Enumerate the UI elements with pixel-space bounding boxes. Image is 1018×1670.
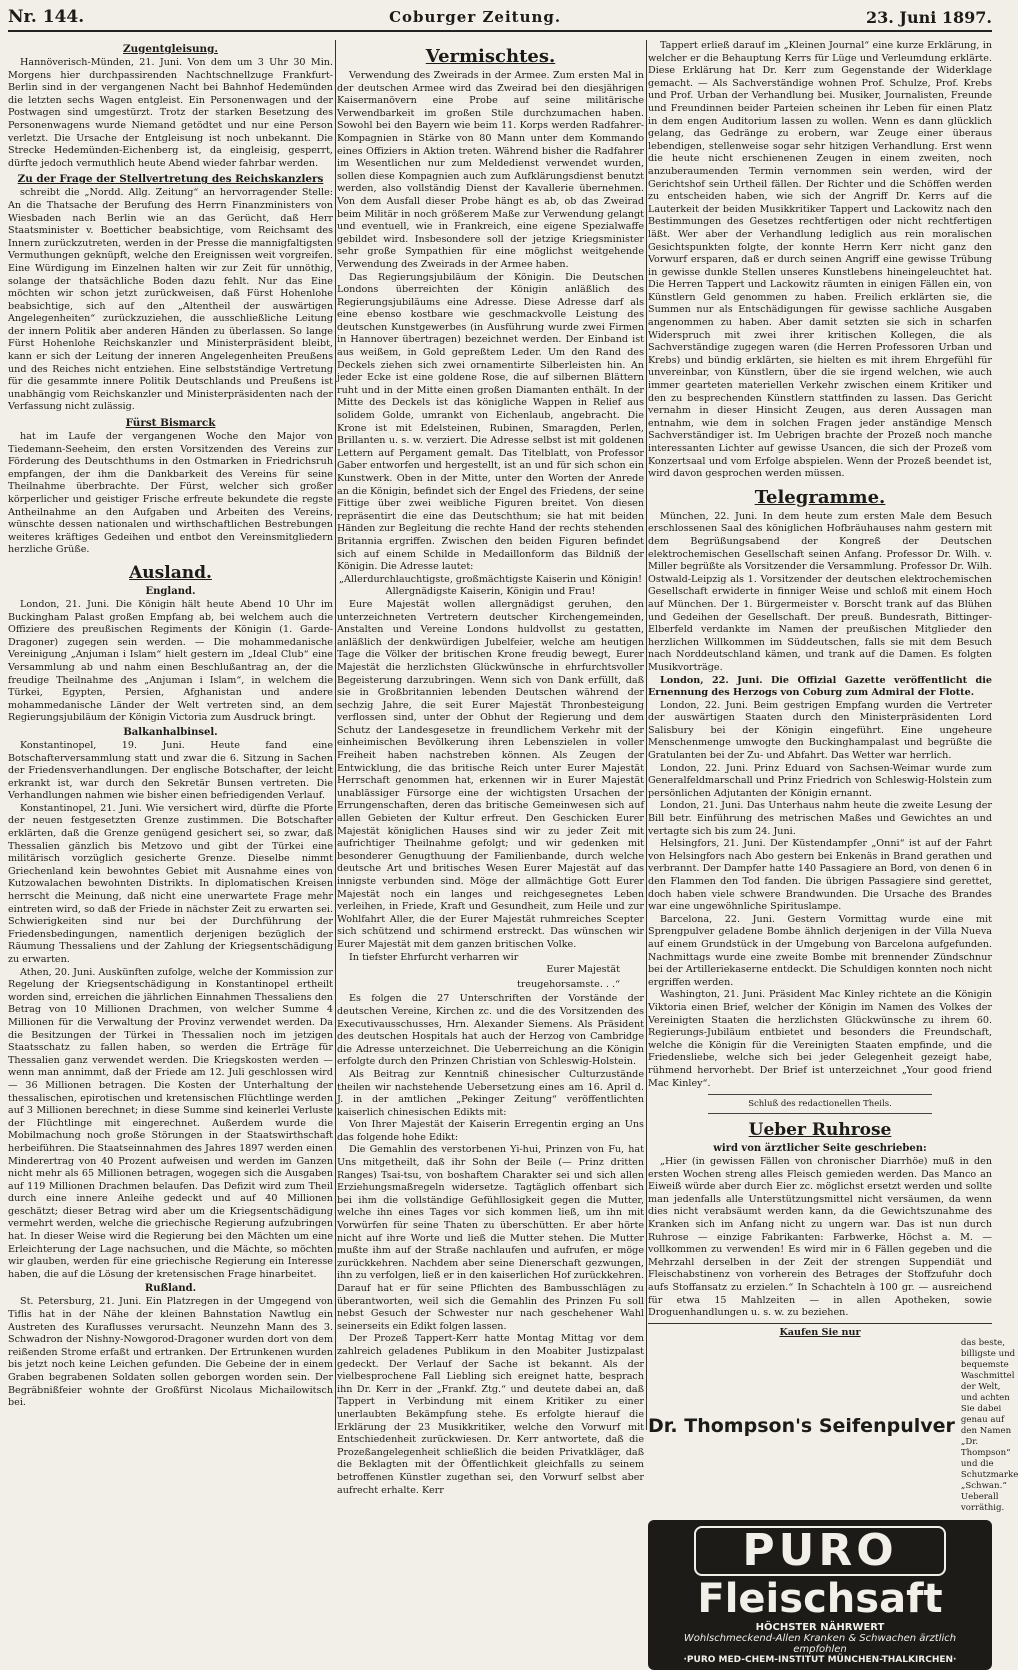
article-headline: Zu der Frage der Stellvertretung des Reichskanzlers [17, 173, 324, 186]
article-body: Eure Majestät wollen allergnädigst geruhen, den unterzeichneten Vertretern deutscher Kirchengemeinden, Anstalten und Vereine Londons huldvollst zu gestatten, anläßlich der denkwürdigen Jubelfeier, welche am heutigen Tage die Völker der britischen Krone freudig bewegt, Eurer Majestät die herzlichsten Glückwünsche in ehrfurchtsvoller Begeisterung darzubringen. Wenn sich von Dank erfüllt, daß sie in Großbritannien lebenden Deutschen während der sechzig Jahre, die seit Eurer Majestät Thronbesteigung verflossen sind, unter der Obhut der Regierung und dem Schutz der Landesgesetze in freundlichem Verkehr mit der einheimischen Bevölkerung ihren Lebenszielen in voller Freiheit haben nachstreben können. Als Zeugen der Entwicklung, die das britische Reich unter Eurer Majestät Herrschaft genommen hat, erkennen wir in Eurer Majestät unablässiger Fürsorge eine der wichtigsten Ursachen der Errungenschaften, deren das britische Gemeinwesen sich auf allen Gebieten der Kultur erfreut. Den Geschicken Eurer Majestät königlichen Hauses sind wir zu jeder Zeit mit aufrichtiger Theilnahme gefolgt; und wir gedenken mit besonderer Genugthuung der Familienbande, durch welche deutsche Art und britisches Wesen Eurer Majestät auf das innigste verbunden sind. Möge der allmächtige Gott Eurer Majestät noch ein langes und reichgesegnetes Leben verleihen, in Friede, Kraft und Gesundheit, zum Heile und zur Wohlfahrt Aller, die der Eurer Majestät ruhmreiches Scepter sich schützend und schirmend erstreckt. Das wünschen wir Eurer Majestät mit dem ganzen britischen Volke. [337, 598, 644, 950]
article-headline: Zugentgleisung. [123, 43, 218, 55]
column-3 [648, 40, 1018, 1665]
article-body: Die Gemahlin des verstorbenen Yi-hui, Prinzen von Fu, hat Uns mitgetheilt, daß ihr Sohn der Beile (— Prinz dritten Ranges) Tsai-tsu, von boshaftem Charakter sei und sich allen Erziehungsmaßregeln widersetze. Tagtäglich offenbart sich bei ihm die vollständige Gefühllosigkeit gegen die Mutter, welche ihn eines Tages vor sich kommen ließ, um ihn mit Vorwürfen für seine Thaten zu überschütten. Er aber hörte nicht auf ihre Worte und ließ die Mutter stehen. Die Mutter mußte ihm auf der Straße nachlaufen und aufrufen, er möge zurückkehren. Nachdem aber seine Dienerschaft gezwungen, ihn zu verfolgen, ließ er in den kaiserlichen Hof zurückkehren. Darauf hat er für seine Pflichten des Bambusschlägen zu überantworten, weil sich die Gemahlin des Prinzen Fu soll nebst Gesuch der Schwester nur nach geschehener Wahl seinerseits ein Edikt folgen lassen. [337, 1144, 644, 1332]
country-heading: Balkanhalbinsel. [123, 726, 218, 738]
country-heading: Rußland. [144, 1283, 197, 1295]
puro-product: Fleischsaft [697, 1575, 943, 1622]
telegram-item: München, 22. Juni. In dem heute zum ersten Male dem Besuch erschlossenen Saal des königlichen Hofbräuhauses nahm gestern mit dem Begrüßungsabend der Kongreß der Deutschen elektrochemischen Gesellschaft seinen Anfang. Professor Dr. Wilh. v. Miller begrüßte als Vorsitzender die Versammlung. Professor Dr. Wilh. Ostwald-Leipzig als 1. Vorsitzender der deutschen elektrochemischen Gesellschaft erwiderte in finniger Weise und schloß mit einem Hoch auf München. Der 1. Bürgermeister v. Borscht trank auf das Blühen und Gedeihen der Gesellschaft. Der preuß. Bundesrath, Bittinger-Elberfeld verdankte im Namen der preußischen Mitglieder den herzlichen Willkommen im Süddeutschen, falls sie mit dem Besuch nach Norddeutschland kämen, und trank auf die Damen. Es folgten Musikvorträge. [648, 510, 992, 673]
telegram-item: Washington, 21. Juni. Präsident Mac Kinley richtete an die Königin Viktoria einen Brief, welcher der Königin im Namen des Volkes der Vereinigten Staaten die herzlichsten Glückwünsche zu ihrem 60. Regierungs-Jubiläum entbietet und besonders die Freundschaft, welche die Königin für die Vereinigten Staaten empfinde, und die Friedensliebe, welche sich bei jeder Gelegenheit gezeigt habe, rühmend hervorhebt. Der Brief ist unterzeichnet „Your good friend Mac Kinley“. [648, 989, 992, 1089]
ad-brand-name: Dr. Thompson's Seifenpulver [648, 1414, 955, 1437]
article-body: hat im Laufe der vergangenen Woche den Major von Tiedemann-Seeheim, den ersten Vorsitzenden des Vereins zur Förderung des Deutschthums in den Ostmarken in Friedrichsruh empfangen, der ihm die Dankbarkeit des Vereins für seine Theilnahme überbrachte. Der Fürst, welcher sich großer körperlicher und geistiger Frische erfreute bekundete die regste Antheilnahme an den Aufgaben und Arbeiten des Vereins, wünschte dessen nationalen und wirthschaftlichen Bestrebungen weiteres kräftiges Gedeihen und entbot den Vereinsmitgliedern herzliche Grüße. [8, 431, 333, 556]
section-heading-telegramme: Telegramme. [754, 486, 886, 508]
section-heading-ausland: Ausland. [129, 562, 212, 583]
telegram-item: London, 21. Juni. Das Unterhaus nahm heute die zweite Lesung der Bill betr. Einführung des metrischen Maßes und Gewichtes an und vertagte sich bis zum 24. Juni. [648, 800, 992, 837]
column-1 [8, 40, 333, 1430]
letter-salutation: „Allerdurchlauchtigste, großmächtigste Kaiserin und Königin! [339, 573, 642, 585]
issue-date: 23. Juni 1897. [865, 7, 992, 27]
article-body: Konstantinopel, 19. Juni. Heute fand eine Botschafterversammlung statt und zwar die 6. Sitzung in Sachen der Friedensverhandlungen. Der englische Botschafter, der leicht erkrankt ist, war durch den Sekretär Bunsen vertreten. Die Verhandlungen nahmen wie bisher einen befriedigenden Verlauf. [8, 739, 333, 802]
article-body: St. Petersburg, 21. Juni. Ein Platzregen in der Umgegend von Tiflis hat in der Nähe der kleinen Bahnstation Nawtlug ein Austreten des Kuraflusses verursacht. Neunzehn Mann des 3. Schwadron der Nishny-Nowgorod-Dragoner wurden dort von dem reißenden Strome erfaßt und ertranken. Der Ertrunkenen wurden bis jetzt noch keine Leichen gefunden. Die Gebeine der in einem Graben begrabenen Soldaten sollen geborgen worden sein. Der Begräbnißfeier wohnte der Großfürst Nicolaus Michailowitsch bei. [8, 1296, 333, 1409]
telegram-item: Helsingfors, 21. Juni. Der Küstendampfer „Onni“ ist auf der Fahrt von Helsingfors nach Abo gestern bei Enkenäs in Brand gerathen und verbrannt. Der Dampfer hatte 140 Passagiere an Bord, von denen 6 in den Flammen den Tod fanden. Die übrigen Passagiere sind gerettet, doch haben viele schwere Brandwunden. Die Ursache des Brandes war eine ungewöhnliche Spirituslampe. [648, 838, 992, 913]
article-body: Das Regierungsjubiläum der Königin. Die Deutschen Londons überreichten der Königin anläßlich des Regierungsjubiläums eine Adresse. Diese Adresse darf als eine ebenso kostbare wie geschmackvolle Leistung des deutschen Kunstgewerbes (in Ausführung wurde zwei Firmen in Hannover übertragen) bezeichnet werden. Der Einband ist aus weißem, in Gold gepreßtem Leder. Um den Rand des Deckels ziehen sich zwei ornamentirte Silberleisten hin. An jeder Ecke ist eine goldene Rose, die auf silbernen Blättern ruht und in der Mitte einen großen Diamanten enthält. In der Mitte des Deckels ist das königliche Wappen in Relief aus solidem Golde, umrankt von Eichenlaub, angebracht. Die Krone ist mit Edelsteinen, Rubinen, Smaragden, Perlen, Brillanten u. s. w. verziert. Die Adresse selbst ist mit goldenen Lettern auf Pergament gemalt. Das Titelblatt, von Professor Gaber entworfen und hergestellt, ist an und für sich schon ein Kunstwerk. Oben in der Mitte, unter den Worten der Anrede an die Königin, befindet sich der Engel des Friedens, der seine Fittige über zwei weibliche Figuren breitet. Von diesen repräsentirt die eine das Deutschthum; sie hat mit beiden Händen zur Begleitung die rechte Hand der rechts stehenden Britannia ergriffen. Zwischen den beiden Figuren befindet sich auf einem Schilde in Medaillonform das Bildniß der Königin. Die Adresse lautet: [337, 271, 644, 573]
puro-maker: ·PURO MED-CHEM-INSTITUT MÜNCHEN-THALKIRCHEN· [683, 1654, 957, 1665]
telegram-item: London, 22. Juni. Beim gestrigen Empfang wurden die Vertreter der auswärtigen Staaten durch den Ministerpräsidenten Lord Salisbury bei der Königin eingeführt. Eine ungeheure Menschenmenge umwogte den Buckinghampalast und begrüßte die Gratulanten bei der Zu- und Abfahrt. Das Wetter war herrlich. [648, 699, 992, 762]
article-body: Konstantinopel, 21. Juni. Wie versichert wird, dürfte die Pforte der neuen festgesetzten Grenze zustimmen. Die Botschafter erklärten, daß die Grenze genügend gesichert sei, so zwar, daß Thessalien gänzlich bis Metzovo und gibt der Türkei eine militärisch vorzüglich gesicherte Grenze. Dieselbe nimmt Griechenland kein bewohntes Gebiet mit Ausnahme eines von Kutzowalachen bewohnten Distrikts. In diplomatischen Kreisen herrscht die Meinung, daß nicht eine unerwartete Frage mehr eintreten wird, so daß der Friede in nächster Zeit zu erwarten sei. Schwierigkeiten sind nur bei der Durchführung der Friedensbedingungen, namentlich derjenigen bezüglich der Räumung Thessaliens und der Zahlung der Kriegsentschädigung zu erwarten. [8, 802, 333, 965]
puro-tagline: HÖCHSTER NÄHRWERT [755, 1621, 885, 1633]
masthead [8, 4, 992, 32]
puro-logo: PURO [694, 1526, 946, 1576]
ad-body: „Hier (in gewissen Fällen von chronischer Diarrhöe) muß in den ersten Wochen streng alles Fleisch gemieden werden. Das Manco an Eiweiß würde aber durch Eier zc. möglichst ersetzt werden und sollte man jedenfalls alle Unterstützungsmittel nicht versäumen, da wenn dies nicht verabsäumt werden kann, da die Gewichtszunahme des Kranken sich im Anfang nicht zu ungern war. Das ist nun durch Ruhrose — einzige Fabrikanten: Farbwerke, Höchst a. M. — vollkommen zu verwenden! Es wird mir in 6 Fällen gegeben und die Mehrzahl derselben in der Zeit der strengen Suppendiät und Fleischabstinenz von vorherein des Betrages der Stoffzufuhr doch aufs Stoffansatz zu erzielen.“ In Schachteln à 100 gr. — ausreichend für etwa 15 Mahlzeiten — in allen Apotheken, sowie Droguenhandlungen u. s. w. zu beziehen. [648, 1156, 992, 1319]
telegram-item: Barcelona, 22. Juni. Gestern Vormittag wurde eine mit Sprengpulver geladene Bombe ähnlich derjenigen in der Villa Nueva auf einem Grundstück in der Umgebung von Barcelona aufgefunden. Nachmittags wurde eine zweite Bombe mit brennender Zündschnur bei der Artilleriekaserne entdeckt. Die Schuldigen konnten noch nicht ergriffen werden. [648, 913, 992, 988]
article-body: Es folgen die 27 Unterschriften der Vorstände der deutschen Vereine, Kirchen zc. und die des Vorsitzenden des Executivausschusses, Hrn. Alexander Siemens. Als Präsident des deutschen Hospitals hat auch der Herzog von Cambridge die Adresse unterzeichnet. Die Ueberreichung an die Königin erfolgte durch den Prinzen Christian von Schleswig-Holstein. [337, 993, 644, 1068]
ad-puro [648, 1520, 992, 1670]
puro-slogan: Wohlschmeckend-Allen Kranken & Schwachen ärztlich empfohlen [683, 1632, 957, 1655]
telegram-item: London, 22. Juni. Die Offizial Gazette veröffentlicht die Ernennung des Herzogs von Coburg zum Admiral der Flotte. [648, 674, 992, 699]
article-body: Verwendung des Zweirads in der Armee. Zum ersten Mal in der deutschen Armee wird das Zweirad bei den diesjährigen Kaisermanövern eine Probe auf seine militärische Verwendbarkeit im großen Stile durchzumachen haben. Sowohl bei den Bayern wie beim 11. Korps werden Radfahrer-Kompagnien in Stärke von 80 Mann unter dem Kommando eines Offiziers in Aktion treten. Während bisher die Radfahrer im Wesentlichen nur zum Meldedienst verwendet wurden, sollen diese Kompagnien auch zum Aufklärungsdienst benutzt werden, also vollständig Dienst der Kavallerie übernehmen. Von dem Ausfall dieser Probe hängt es ab, ob das Zweirad beim Militär in noch größerem Maße zur Verwendung gelangt und eventuell, wie in Frankreich, eine eigene Spezialwaffe gebildet wird. Insbesondere soll der jetzige Kriegsminister sehr große Sympathien für eine möglichst weitgehende Verwendung des Zweirads in der Armee haben. [337, 70, 644, 270]
article-body: In tiefster Ehrfurcht verharren wir [349, 951, 519, 963]
article-body: Als Beitrag zur Kenntniß chinesischer Culturzustände theilen wir nachstehende Uebersetzung eines am 16. April d. J. in der amtlichen „Pekinger Zeitung“ veröffentlichten kaiserlich chinesischen Edikts mit: [337, 1068, 644, 1118]
article-body: London, 21. Juni. Die Königin hält heute Abend 10 Uhr im Buckingham Palast großen Empfang ab, bei welchem auch die Offiziere des preußischen Regiments der Königin (1. Garde-Dragoner) zugegen sein werden. — Die mohammedanische Vereinigung „Anjuman i Islam“ hielt gestern im „Ideal Club“ eine Versammlung ab und nahm einen Beschlußantrag an, der die freudige Theilnahme des „Anjuman i Islam“, in welchem die Türkei, Egypten, Persien, Afghanistan und andere mohammedanische Länder der Welt vertreten sind, an dem Regierungsjubiläum der Königin Victoria zum Ausdruck bringt. [8, 598, 333, 724]
article-body: Tappert erließ darauf im „Kleinen Journal“ eine kurze Erklärung, in welcher er die Behauptung Kerrs für Lüge und Verleumdung erklärte. Diese Erklärung hat Dr. Kerr zum Gegenstande der Widerklage gemacht. — Als Sachverständige wohnen Prof. Schulze, Prof. Krebs und Prof. Urban der Verhandlung bei. Musiker, Journalisten, Freunde und Freundinnen beider Parteien scheinen ihr Leben für einen Platz in dem engen Auditorium lassen zu wollen. Wenn es dann glücklich gelang, das Gedränge zu erobern, war Zeuge einer überaus lebendigen, stellenweise sogar sehr hitzigen Verhandlung. Erst wenn die heute nicht erschienenen Zeugen in einem zweiten, noch anzuberaumenden Termin vernommen sein werden, wird der Gerichtshof sein Urtheil fällen. Der Richter und die Schöffen werden zu entscheiden haben, wie sich der Angriff Dr. Kerrs auf die Lauterkeit der beiden Musikkritiker Tappert und Lackowitz nach den Bestimmungen des Gesetzes rechtfertigen oder nicht rechtfertigen läßt. Wer aber der Verhandlung lediglich aus rein moralischen Gesichtspunkten folgte, der konnte Herrn Kerr nicht ganz den Vorwurf ersparen, daß er durch seinen Angriff eine gewisse Trübung in gewisse dunkle Stellen unseres Kunstlebens hineingeleuchtet hat. Die Herren Tappert und Lackowitz räumten in einigen Fällen ein, von Künstlern Geld genommen zu haben. Freilich erklärten sie, die Summen nur als Entschädigungen für gewisse sachliche Ausgaben angenommen zu haben. Aber damit setzten sie sich in scharfen Widerspruch mit zwei ihrer kritischen Kollegen, die als Sachverständige zugegen waren (die Herren Professoren Urban und Krebs) und bündig erklärten, sie hielten es mit ihrem Ehrgefühl für unvereinbar, von Künstlern, über die sie irgend welchen, wie auch immer gearteten materiellen Verkehr zwischen einem Kritiker und den zu besprechenden Künstlern stattfinden zu lassen. Das Gericht vernahm in dieser Hinsicht Zeugen, aus deren Aussagen man entnahm, wie dem in solchen Fragen jeder anständige Mensch Sachverständiger ist. Im Uebrigen brachte der Prozeß noch manche interessanten Lichter auf gewisse Usancen, die sich der Prozeß vom Konzertsaal und vom Erfolge abspielen. Wenn der Prozeß beendet ist, wird davon gesprochen werden müssen. [648, 40, 992, 480]
article-body: Athen, 20. Juni. Auskünften zufolge, welche der Kommission zur Regelung der Kriegsentschädigung in Konstantinopel ertheilt worden sind, erreichen die jährlichen Einnahmen Thessaliens den Betrag von 10 Millionen Drachmen, von welcher Summe 4 Millionen für die Verwaltung der Provinz verwendet werden. Da die Besitzungen der Türkei in Thessalien noch im jetzigen Staatsschatz zu fallen haben, so werden die Erträge für Thessalien ganz verwendet werden. Die Kriegskosten werden — wenn man annimmt, daß der Friede am 12. Juli geschlossen wird — 36 Millionen betragen. Die Kosten der Unterhaltung der thessalischen, epirotischen und kretensischen Flüchtlinge werden auf 3 Millionen berechnet; in diese Summe sind keinerlei Verluste der Flüchtlinge mit eingerechnet. Außerdem wurde die Mobilmachung noch große Störungen in der Staatswirthschaft herbeiführen. Die Staatseinnahmen des Jahres 1897 werden einen Minderertrag von 40 Prozent aufweisen und werden im Ganzen nicht mehr als 65 Millionen betragen, wogegen sich die Ausgaben auf 119 Millionen Drachmen belaufen. Das Defizit wird zum Theil durch eine innere Anleihe gedeckt und auf 40 Millionen geschätzt; dieser Betrag wird aber um die Kriegsentschädigung vermehrt werden, welche die griechische Regierung aufzubringen hat. In dieser Weise wird die Regierung bei den Mächten um eine Erleichterung der Lage nachsuchen, und die Mächte, so möchten wir glauben, werden für eine griechische Regierung ein Interesse haben, die auf die Lösung der kretensischen Frage hinarbeitet. [8, 966, 333, 1280]
telegram-item: London, 22. Juni. Prinz Eduard von Sachsen-Weimar wurde zum Generalfeldmarschall und Prinz Friedrich von Schleswig-Holstein zum persönlichen Adjutanten der Königin ernannt. [648, 762, 992, 799]
country-heading: England. [145, 585, 196, 597]
column-2 [337, 40, 644, 1496]
issue-number: Nr. 144. [8, 7, 85, 27]
letter-signature: Eurer Majestät [546, 964, 620, 976]
ad-text: das beste, billigste und bequemste Waschmittel der Welt, und achten Sie dabei genau auf den Namen „Dr. Thompson“ und die Schutzmarke „Schwan.“ Ueberall vorräthig. [960, 1337, 1018, 1513]
article-body: Der Prozeß Tappert-Kerr hatte Montag Mittag vor dem zahlreich geladenes Publikum in den Moabiter Justizpalast gedeckt. Der Verlauf der Sache ist bekannt. Als der vielbesprochene Fall Liebling sich ereignet hatte, besprach ihn Dr. Kerr in der „Frankf. Ztg.“ und deutete dabei an, daß Tappert in Verbindung mit einem Kritiker zu einer unerlaubten Bekämpfung stehe. Es erfolgte hierauf die Erklärung der 23 Musikkritiker, welche den Vorwurf mit Entschiedenheit zurückwiesen. Dr. Kerr antwortete, daß die Prozeßangelegenheit schließlich die beiden Privatkläger, daß die Beklagten mit der Öffentlichkeit gleichfalls zu seinem betroffenen Künstler zugethan sei, den Vorwurf selbst aber aufrecht erhalte. Kerr [337, 1333, 644, 1496]
letter-signature: treugehorsamste. . .“ [516, 978, 620, 990]
ad-heading-ruhrose: Ueber Ruhrose [748, 1120, 892, 1141]
article-body: Von Ihrer Majestät der Kaiserin Erregentin erging an Uns das folgende hohe Edikt: [337, 1119, 644, 1143]
ad-subheading: wird von ärztlicher Seite geschrieben: [713, 1143, 927, 1155]
newspaper-title: Coburger Zeitung. [389, 8, 562, 26]
section-heading-vermischtes: Vermischtes. [425, 46, 556, 67]
letter-salutation: Allergnädigste Kaiserin, Königin und Frau! [385, 586, 596, 598]
ad-kaufen-line: Kaufen Sie nur [779, 1326, 861, 1338]
article-body: Hannöverisch-Münden, 21. Juni. Von dem um 3 Uhr 30 Min. Morgens hier durchpassirenden Nachtschnellzuge Frankfurt-Berlin sind in der vergangenen Nacht bei Bahnhof Hedemünden die letzten sechs Wagen entgleist. Ein Personenwagen und der Postwagen sind umgestürzt. Trotz der starken Besetzung des Personenwagens wurde Niemand getödtet und nur eine Person verletzt. Die Ursache der Entgleisung ist noch unbekannt. Die Strecke Hedemünden-Eichenberg ist, da eingleisig, gesperrt, dürfte jedoch vermuthlich heute Abend wieder fahrbar werden. [8, 57, 333, 169]
column-rule [646, 40, 647, 1430]
divider [708, 1094, 932, 1095]
article-body: schreibt die „Nordd. Allg. Zeitung“ an hervorragender Stelle: An die Thatsache der Berufung des Herrn Finanzministers von Wiesbaden nach Berlin wie an das Gerücht, daß Herr Staatsminister v. Boetticher beabsichtige, vom Reichsamt des Innern zurückzutreten, werden in der Presse die mannigfaltigsten Vermuthungen geknüpft, welche den Ereignissen weit vorgreifen. Eine Würdigung im Einzelnen halten wir zur Zeit für unnöthig, solange der thatsächliche Boden dazu fehlt. Nur das Eine möchten wir schon jetzt zurückweisen, daß Fürst Hohenlohe beabsichtige, sich auf den „Altentheil der auswärtigen Angelegenheiten“ zurückzuziehen, die ausschließliche Leitung der innern Politik aber anderen Händen zu überlassen. So lange Fürst Hohenlohe Reichskanzler und Ministerpräsident bleibt, kann er sich der Leitung der inneren Angelegenheiten Preußens und des Reiches nicht entziehen. Eine selbstständige Vertretung für die gesammte innere Politik Deutschlands und Preußens ist unabhängig vom Reichskanzler und Ministerpräsidenten nach der Verfassung nicht zulässig. [8, 187, 333, 413]
article-headline: Fürst Bismarck [125, 417, 216, 430]
column-rule [335, 40, 336, 1430]
ad-thompson [648, 1323, 1018, 1514]
editorial-end-note: Schluß des redactionellen Theils. [748, 1099, 892, 1110]
divider [708, 1113, 932, 1114]
